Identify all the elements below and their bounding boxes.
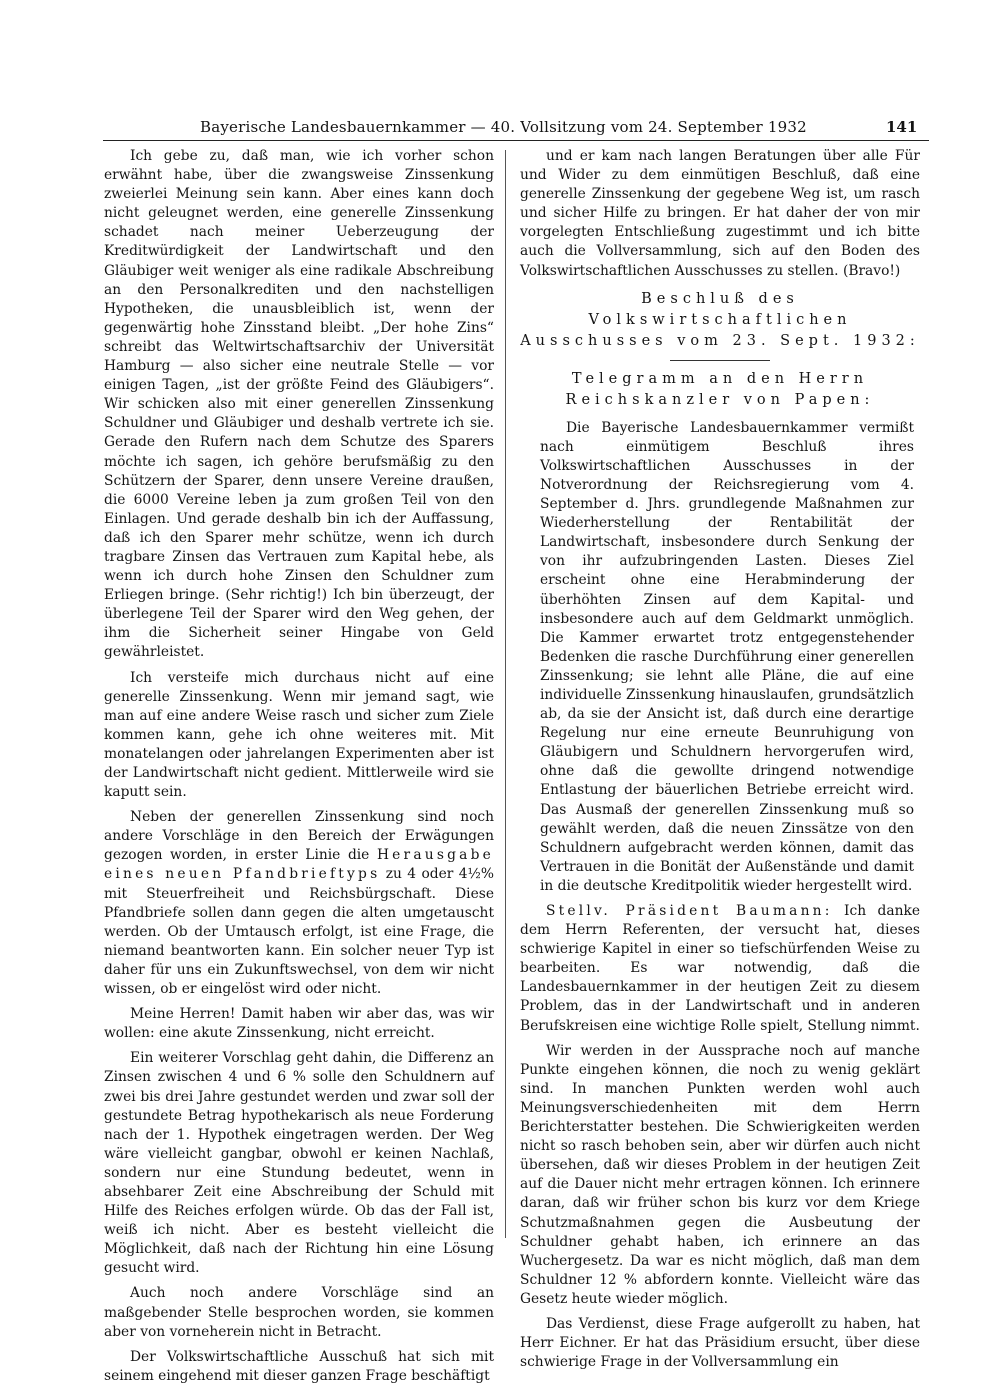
telegram-title: Telegramm an den Herrn Reichskanzler von Papen: xyxy=(565,370,875,408)
header-rule xyxy=(103,140,929,141)
speaker-text: Ich danke dem Herrn Referenten, der versucht hat, dieses schwierige Kapitel in einer so tiefschürfenden Weise zu bearbeiten. Es war notwendig, daß die Landesbauernkammer in der heutigen Zeit zu diesem Problem, das in der Landwirtschaft und in anderen Berufskreisen eine wichtige Rolle spielt, Stellung nimmt. xyxy=(520,903,920,1034)
telegram-text: Die Bayerische Landesbauernkammer vermißt nach einmütigem Beschluß ihres Volkswirtschaftlichen Ausschusses in der Notverordnung der Reichsregierung vom 4. September d. Jhrs. grundlegende Maßnahmen zur Wiederherstellung der Rentabilität der Landwirtschaft, insbesondere durch Senkung der von ihr aufzubringenden Lasten. Dieses Ziel erscheint ohne eine Herabminderung der überhöhten Zinsen auf dem Kapital- und insbesondere auch auf dem Geldmarkt unmöglich. Die Kammer erwartet trotz entgegenstehender Bedenken die rasche Durchführung einer generellen Zinssenkung; sie lehnt alle Pläne, die auf eine individuelle Zinssenkung hinauslaufen, grundsätzlich ab, da sie der Ansicht ist, daß durch eine derartige Regelung nur eine erneute Beunruhigung von Gläubigern und Schuldnern hervorgerufen wird, ohne daß die gewollte dringend notwendige Entlastung der bäuerlichen Betriebe erreicht wird. Das Ausmaß der generellen Zinssenkung muß so gewählt werden, daß die neuen Zinssätze von den Schuldnern aufgebracht werden können, damit das Vertrauen in die Bonität der Außenstände und damit in die deutsche Kreditpolitik wieder hergestellt wird. xyxy=(540,419,914,894)
right-paragraph-2 xyxy=(520,902,920,1036)
left-paragraph-1: Ich gebe zu, daß man, wie ich vorher schon erwähnt habe, über die zwangsweise Zinssenkung zweierlei Meinung sein kann. Aber eines kann doch nicht geleugnet werden, eine generelle Zinssenkung schadet nach meiner Ueberzeugung der Kreditwürdigkeit der Landwirtschaft und den Gläubiger weit weniger als eine radikale Abschreibung an den Personalkrediten und den nachstelligen Hypotheken, die unausbleiblich ist, wenn der gegenwärtig hohe Zinsstand bleibt. „Der hohe Zins“ schreibt das Weltwirtschaftsarchiv der Universität Hamburg — also sicher eine neutrale Stelle — vor einigen Tagen, „ist der größte Feind des Gläubigers“. Wir schicken also mit einer generellen Zinssenkung Schuldner und Gläubiger und deshalb vertrete ich sie. Gerade den Rufern nach dem Schutze des Sparers möchte ich sagen, ich gehöre berufsmäßig zu den Schützern der Sparer, denn unsere Vereine draußen, die 6000 Vereine leben ja zum großen Teil von den Einlagen. Und gerade deshalb bin ich der Auffassung, daß ich den Sparer mehr schütze, wenn ich durch tragbare Zinsen das Vertrauen zum Kapital hebe, als wenn ich durch hohe Zinsen den Schuldner zum Erliegen bringe. (Sehr richtig!) Ich bin überzeugt, der überlegene Teil der Sparer wird den Weg gehen, der ihm die Sicherheit seiner Hingabe von Geld gewährleistet. xyxy=(104,148,494,661)
right-column xyxy=(520,147,920,1371)
pfandbrief-emphasis: Herausgabe eines neuen Pfandbrieftyps xyxy=(104,847,494,883)
left-paragraph-2: Ich versteife mich durchaus nicht auf eine generelle Zinssenkung. Wenn mir jemand sagt, wie man auf eine andere Weise rasch und sicher zum Ziele kommen kann, gehe ich ohne weiteres mit. Mit monatelangen oder jahrelangen Experimenten aber ist der Landwirtschaft nicht gedient. Mittlerweile wird sie kaputt sein. xyxy=(104,669,494,801)
left-column xyxy=(104,147,494,1384)
right-paragraph-4: Das Verdienst, diese Frage aufgerollt zu haben, hat Herr Eichner. Er hat das Präsidium ersucht, über diese schwierige Frage in der Vollversammlung ein xyxy=(520,1315,920,1371)
right-paragraph-3: Wir werden in der Aussprache noch auf manche Punkte eingehen können, die noch zu wenig geklärt sind. In manchen Punkten werden wohl auch Meinungsverschiedenheiten mit dem Herrn Berichterstatter bestehen. Die Schwierigkeiten werden nicht so rasch behoben sein, aber wir dürfen auch nicht übersehen, daß wir dieses Problem in der heutigen Zeit auf die Dauer nicht mehr ertragen können. Ich erinnere daran, daß wir früher schon bis kurz vor dem Kriege Schutzmaßnahmen gegen die Ausbeutung der Schuldner gehabt haben, ich erinnere an das Wuchergesetz. Da war es nicht möglich, daß man dem Schuldner 12 % abfordern konnte. Vielleicht wäre das Gesetz heute wieder möglich. xyxy=(520,1042,920,1307)
resolution-rule xyxy=(670,360,770,361)
left-paragraph-3-start: Neben der generellen Zinssenkung sind noch andere Vorschläge in den Bereich der Erwägungen gezogen worden, in erster Linie die xyxy=(104,809,494,864)
left-paragraph-5: Ein weiterer Vorschlag geht dahin, die Differenz an Zinsen zwischen 4 und 6 % solle den Schuldnern auf zwei bis drei Jahre gestundet werden und zwar soll der gestundete Betrag hypothekarisch als neue Forderung nach der 1. Hypothek eingetragen werden. Der Weg wäre vielleicht gangbar, obwohl er keinen Nachlaß, sondern nur eine Stundung bedeutet, wenn in absehbarer Zeit eine Abschreibung der Schuld mit Hilfe des Reiches erfolgen würde. Ob das der Fall ist, weiß ich nicht. Aber es besteht vielleicht die Möglichkeit, daß nach der Richtung hin eine Lösung gesucht wird. xyxy=(104,1050,494,1277)
speaker-name: Stellv. Präsident Baumann: xyxy=(546,903,833,919)
running-title: Bayerische Landesbauernkammer — 40. Vollsitzung vom 24. September 1932 xyxy=(200,118,807,136)
column-divider xyxy=(505,150,506,1238)
resolution-title: Beschluß des Volkswirtschaftlichen Ausschusses vom 23. Sept. 1932: xyxy=(520,290,920,349)
left-paragraph-6: Auch noch andere Vorschläge sind an maßgebender Stelle besprochen worden, sie kommen aber von vorneherein nicht in Betracht. xyxy=(104,1285,494,1340)
left-paragraph-4: Meine Herren! Damit haben wir aber das, was wir wollen: eine akute Zinssenkung, nicht erreicht. xyxy=(104,1006,494,1042)
left-paragraph-3 xyxy=(104,808,494,999)
page-number: 141 xyxy=(886,118,918,136)
left-paragraph-7: Der Volkswirtschaftliche Ausschuß hat sich mit seinem eingehend mit dieser ganzen Frage beschäftigt xyxy=(104,1348,494,1384)
right-paragraph-1: und er kam nach langen Beratungen über alle Für und Wider zu dem einmütigen Beschluß, daß eine generelle Zinssenkung der gegebene Weg ist, um rasch und sicher Hilfe zu bringen. Er hat daher der von mir vorgelegten Entschließung zugestimmt und ich bitte auch die Vollversammlung, sich auf den Boden des Volkswirtschaftlichen Ausschusses zu stellen. (Bravo!) xyxy=(520,148,920,279)
left-paragraph-3-end: zu 4 oder 4½% mit Steuerfreiheit und Reichsbürgschaft. Diese Pfandbriefe sollen dann gegen die alten umgetauscht werden. Ob der Umtausch erfolgt, ist eine Frage, die niemand beantworten kann. Ein solcher neuer Typ ist daher für uns ein Zukunftswechsel, von dem wir nicht wissen, ob er eingelöst wird oder nicht. xyxy=(104,866,494,998)
